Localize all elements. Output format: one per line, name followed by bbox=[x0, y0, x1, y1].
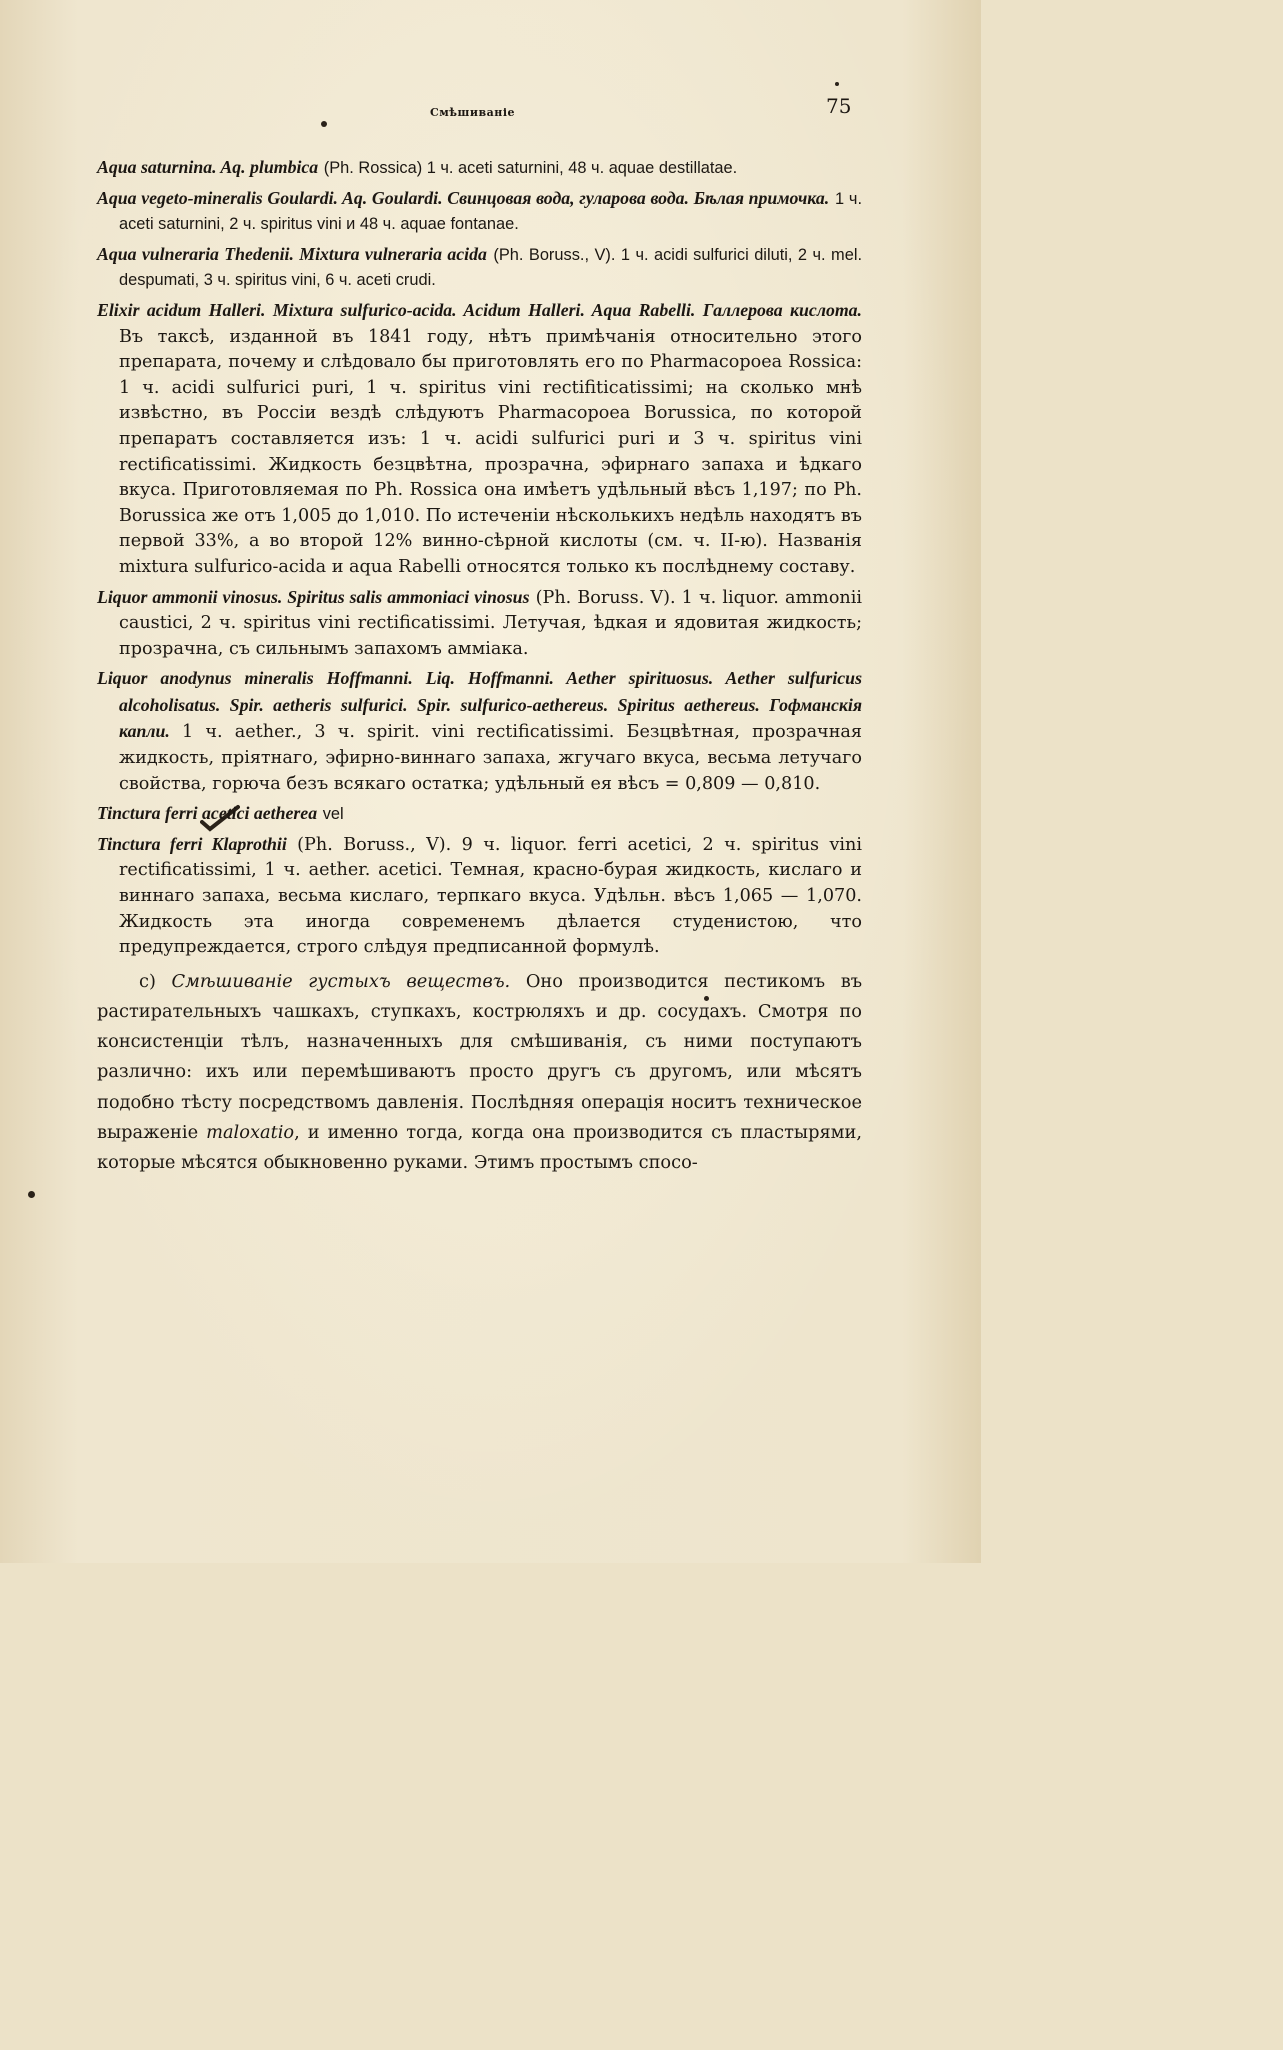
entry-title-link[interactable]: Aqua vulneraria Thedenii. Mixtura vulneraria acida bbox=[97, 243, 487, 264]
entry-tinctura-ferri-aetherea bbox=[97, 801, 862, 828]
section-body: Оно производится пестикомъ въ растирательныхъ чашкахъ, ступкахъ, кострюляхъ и др. сосудахъ. Смотря по консистенціи тѣлъ, назначенныхъ для смѣшиванія, съ ними поступаютъ различно: ихъ или перемѣшиваютъ просто другъ съ другомъ, или мѣсятъ подобно тѣсту посредствомъ давленія. Послѣдняя операція носитъ техническое выраженіе bbox=[97, 970, 863, 1143]
entry-body: 1 ч. aceti saturnini, 2 ч. spiritus vini и 48 ч. aquae fontanae. bbox=[119, 189, 863, 234]
page-number: 75 bbox=[826, 94, 852, 118]
entry-liquor-hoffmanni bbox=[97, 666, 862, 797]
entry-body: (Ph. Boruss., V). 9 ч. liquor. ferri acetici, 2 ч. spiritus vini rectificatissimi, 1 ч. aether. acetici. Темная, красно-бурая жидкость, кислаго и виннаго запаха, весьма кислаго, терпкаго вкуса. Удѣльн. вѣсъ 1,065 — 1,070. Жидкость эта иногда современемъ дѣлается студенистою, что предупреждается, строго слѣдуя предписанной формулѣ. bbox=[119, 834, 862, 958]
running-title: Смѣшиваніе bbox=[430, 106, 516, 119]
entry-aqua-vulneraria bbox=[97, 242, 862, 294]
entry-body: Въ таксѣ, изданной въ 1841 году, нѣтъ примѣчанія относительно этого препарата, почему и слѣдовало бы приготовлять его по Pharmacopoea Rossica: 1 ч. acidi sulfurici puri, 1 ч. spiritus vini rectifiticatissimi; на сколько мнѣ извѣстно, въ Россіи вездѣ слѣдуютъ Pharmacopoea Borussica, по которой препаратъ составляется изъ: 1 ч. acidi sulfurici puri и 3 ч. spiritus vini rectificatissimi. Жидкость безцвѣтна, прозрачна, эфирнаго запаха и ѣдкаго вкуса. Приготовляемая по Ph. Rossica она имѣетъ удѣльный вѣсъ 1,197; по Ph. Borussica же отъ 1,005 до 1,010. По истеченіи нѣсколькихъ недѣль находятъ въ первой 33%, а во второй 12% винно-сѣрной кислоты (см. ч. II-ю). Названія mixtura sulfurico-acida и aqua Rabelli относятся только къ послѣднему составу. bbox=[119, 326, 862, 577]
section-body-continued: , и именно тогда, когда она производится съ пластырями, которые мѣсятся обыкновенно руками. Этимъ простымъ спосо- bbox=[97, 1121, 862, 1174]
technical-term: maloxatio bbox=[206, 1121, 295, 1143]
entry-title-link[interactable]: Liquor ammonii vinosus. Spiritus salis ammoniaci vinosus bbox=[97, 586, 530, 607]
entry-aqua-saturnina bbox=[97, 155, 862, 182]
entry-title-link[interactable]: Tinctura ferri Klaprothii bbox=[97, 833, 287, 854]
ink-speck bbox=[321, 121, 327, 127]
ink-speck bbox=[28, 1191, 35, 1198]
entry-title-link[interactable]: Elixir acidum Halleri. Mixtura sulfurico-acida. Acidum Halleri. Aqua Rabelli. Галлерова кислота. bbox=[97, 299, 862, 320]
entry-liquor-ammonii bbox=[97, 585, 862, 663]
section-paragraph bbox=[97, 967, 862, 1178]
section-heading: Смѣшиваніе густыхъ веществъ. bbox=[171, 970, 511, 992]
ink-speck bbox=[835, 82, 839, 86]
page-body bbox=[97, 155, 862, 1178]
entry-body: (Ph. Boruss. V). 1 ч. liquor. ammonii caustici, 2 ч. spiritus vini rectificatissimi. Летучая, ѣдкая и ядовитая жидкость; прозрачна, съ сильнымъ запахомъ аммiака. bbox=[119, 587, 862, 659]
entry-title-link[interactable]: Aqua vegeto-mineralis Goulardi. Aq. Goulardi. Свинцовая вода, гуларова вода. Бѣлая примочка. bbox=[97, 187, 830, 208]
entry-body: (Ph. Rossica) 1 ч. aceti saturnini, 48 ч. aquae destillatae. bbox=[323, 159, 738, 177]
section-lead: с) bbox=[139, 970, 156, 992]
entry-body: vel bbox=[322, 805, 344, 824]
entry-tinctura-ferri-klaprothii bbox=[97, 832, 862, 961]
entry-body: 1 ч. aether., 3 ч. spirit. vini rectificatissimi. Безцвѣтная, прозрачная жидкость, пріятнаго, эфирно-виннаго запаха, жгучаго вкуса, весьма летучаго свойства, горюча безъ всякаго остатка; удѣльный ея вѣсъ = 0,809 — 0,810. bbox=[119, 722, 863, 794]
entry-aqua-goulardi bbox=[97, 186, 862, 238]
entry-body: (Ph. Boruss., V). 1 ч. acidi sulfurici diluti, 2 ч. mel. despumati, 3 ч. spiritus vini, 6 ч. aceti crudi. bbox=[119, 245, 863, 290]
entry-title-link[interactable]: Tinctura ferri acetici aetherea bbox=[97, 803, 318, 824]
entry-title-link[interactable]: Liquor anodynus mineralis Hoffmanni. Liq. Hoffmanni. Aether spirituosus. Aether sulfuricus alcoholisatus. Spir. aetheris sulfurici. Spir. sulfurico-aethereus. Spiritus aethereus. Гофманскія капли. bbox=[97, 668, 862, 742]
entry-title-link[interactable]: Aqua saturnina. Aq. plumbica bbox=[97, 157, 319, 177]
entry-elixir-halleri bbox=[97, 298, 862, 581]
